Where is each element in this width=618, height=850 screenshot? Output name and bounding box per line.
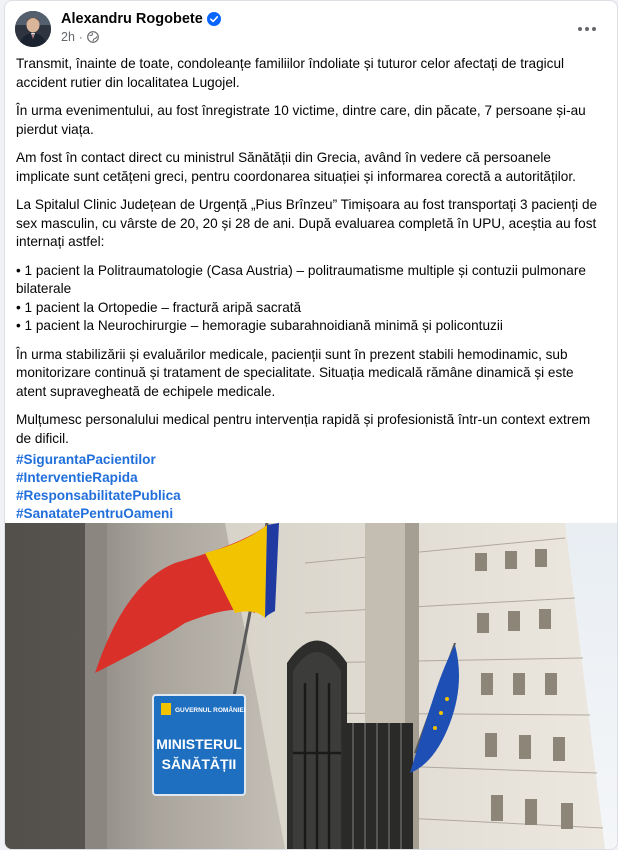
bullet-item: • 1 pacient la Neurochirurgie – hemoragie subarahnoidiană minimă și policontuzii [16,318,503,333]
author-name[interactable]: Alexandru Rogobete [61,11,203,27]
hashtag-link[interactable]: #InterventieRapida [16,470,138,485]
bullet-list [16,262,606,336]
post-photo[interactable] [5,523,617,849]
sign-top-text: GUVERNUL ROMÂNIEI [175,707,246,714]
globe-icon[interactable] [87,31,99,43]
post-header [5,1,617,53]
sign-line2: SĂNĂTĂȚII [161,756,237,772]
hashtag-link[interactable]: #SanatatePentruOameni [16,506,174,521]
post-paragraph: Transmit, înainte de toate, condoleanțe familiilor îndoliate și tuturor celor afectați de tragicul accident rutier din localitatea Lugojel. [16,56,565,90]
post-paragraph: Mulțumesc personalului medical pentru intervenția rapidă și profesionistă într-un context extrem de dificil. [16,412,591,446]
post-paragraph: În urma stabilizării și evaluărilor medicale, pacienții sunt în prezent stabili hemodinamic, sub monitorizare continuă și tratament de specialitate. Situația medicală rămâne dinamică și este atent supravegheată de echipele medicale. [16,346,574,399]
verified-badge-icon [207,12,221,26]
post-paragraph: În urma evenimentului, au fost înregistrate 10 victime, dintre care, din păcate, 7 persoane și-au pierdut viața. [16,103,586,137]
post-paragraph: Am fost în contact direct cu ministrul Sănătății din Grecia, având în vedere că persoanele implicate sunt cetățeni greci, pentru coordonarea situației și informarea corectă a autorităților. [16,150,576,184]
sign-line1: MINISTERUL [156,736,242,752]
more-options-button[interactable] [569,11,605,47]
author-row [61,11,221,27]
post-card [4,0,618,850]
post-body [16,55,606,541]
bullet-item: • 1 pacient la Ortopedie – fractură aripă sacrată [16,299,302,315]
post-timestamp[interactable]: 2h [61,30,75,44]
more-options-icon [577,26,597,32]
bullet-item: • 1 pacient la Politraumatologie (Casa Austria) – politraumatisme multiple și contuzii pulmonare bilaterale [16,262,586,296]
hashtag-link[interactable]: #ResponsabilitatePublica [16,488,181,503]
ministry-building-photo [5,523,617,849]
meta-separator: · [78,30,83,44]
post-paragraph: La Spitalul Clinic Județean de Urgență „Pius Brînzeu” Timișoara au fost transportați 3 pacienți de sex masculin, cu vârste de 20, 20 și 28 de ani. După evaluarea completă în UPU, aceștia au fost internați astfel: [16,197,598,249]
avatar-image [15,11,51,47]
ministry-sign [153,695,246,795]
post-meta [61,30,99,44]
author-avatar[interactable] [15,11,51,47]
hashtag-link[interactable]: #SigurantaPacientilor [16,452,156,467]
